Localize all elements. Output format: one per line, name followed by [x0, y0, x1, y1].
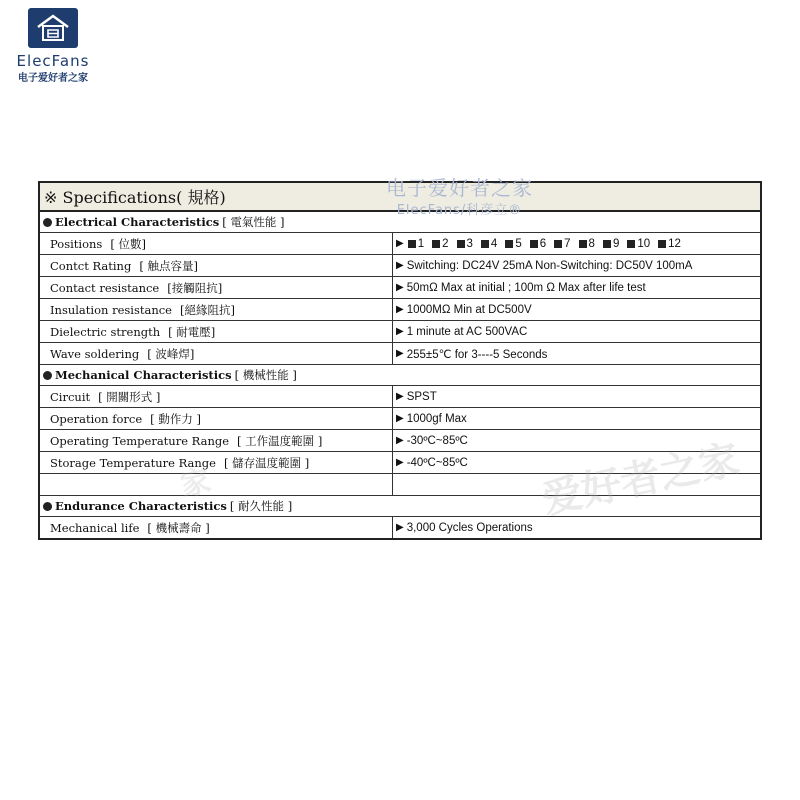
spec-label-cn: [ 動作力 ] [150, 411, 201, 426]
section-header [40, 365, 760, 386]
spec-value: -40ºC~85ºC [406, 456, 468, 469]
spec-row [40, 343, 760, 365]
section-title-cn: [ 電氣性能 ] [222, 215, 285, 229]
spec-label-cn: [接觸阻抗] [167, 280, 223, 295]
checkbox-square-icon [432, 240, 440, 248]
spec-value: 1000MΩ Min at DC500V [406, 303, 532, 316]
spec-label: Mechanical life [50, 520, 140, 535]
spec-label-cell [40, 430, 393, 451]
section-title: Mechanical Characteristics [55, 368, 232, 382]
spec-value: 3,000 Cycles Operations [406, 521, 533, 534]
arrow-icon: ▶ [396, 304, 404, 315]
bullet-icon [43, 371, 52, 380]
checkbox-square-icon [530, 240, 538, 248]
arrow-icon: ▶ [396, 413, 404, 424]
spec-value: 50mΩ Max at initial ; 100m Ω Max after life test [406, 281, 646, 294]
spec-row [40, 408, 760, 430]
section-header [40, 496, 760, 517]
position-option [505, 238, 521, 250]
spec-label-cn: [ 耐電壓] [168, 324, 216, 339]
spec-label-cell [40, 299, 393, 320]
spec-label: Contact resistance [50, 280, 160, 295]
specifications-table [38, 181, 762, 540]
spec-label-cell [40, 408, 393, 429]
spec-label-cell [40, 452, 393, 473]
spec-label-cell [40, 321, 393, 342]
spec-value-cell [393, 343, 760, 364]
spec-label-cell [40, 233, 393, 254]
spec-label-cell [40, 386, 393, 407]
spec-row [40, 321, 760, 343]
spec-value-cell [393, 233, 760, 254]
brand-logo [8, 8, 98, 84]
spec-label-cn: [ 位數] [110, 236, 146, 251]
spec-value-cell [393, 321, 760, 342]
position-option [554, 238, 570, 250]
checkbox-square-icon [408, 240, 416, 248]
spec-value-cell [393, 408, 760, 429]
bullet-icon [43, 502, 52, 511]
spec-label: Dielectric strength [50, 324, 161, 339]
section-title-cn: [ 耐久性能 ] [229, 499, 293, 513]
arrow-icon: ▶ [396, 522, 404, 533]
spec-label-cell [40, 277, 393, 298]
section-title: Electrical Characteristics [55, 215, 220, 229]
spec-value-cell [393, 299, 760, 320]
checkbox-square-icon [579, 240, 587, 248]
section-header [40, 212, 760, 233]
spec-value-cell [393, 277, 760, 298]
checkbox-square-icon [505, 240, 513, 248]
position-number: 2 [442, 237, 449, 250]
checkbox-square-icon [481, 240, 489, 248]
spec-value-cell [393, 430, 760, 451]
spec-label-cell [40, 474, 393, 495]
specifications-title: ※ Specifications( 規格) [40, 183, 760, 212]
arrow-icon: ▶ [396, 238, 404, 249]
spec-row [40, 255, 760, 277]
spec-value: 1000gf Max [406, 412, 467, 425]
spec-label: Contct Rating [50, 258, 132, 273]
spec-label-cn: [ 触点容量] [139, 258, 198, 273]
section-title: Endurance Characteristics [55, 499, 227, 513]
position-option [408, 238, 424, 250]
specifications-body [40, 212, 760, 538]
spec-label: Operation force [50, 411, 143, 426]
position-option [627, 238, 650, 250]
spec-label-cell [40, 517, 393, 538]
checkbox-square-icon [658, 240, 666, 248]
checkbox-square-icon [627, 240, 635, 248]
position-number: 4 [490, 237, 498, 250]
positions-list [396, 238, 760, 250]
arrow-icon: ▶ [396, 435, 404, 446]
spec-label-cn: [絕緣阻抗] [180, 302, 235, 317]
arrow-icon: ▶ [396, 260, 404, 271]
spec-label-cn: [ 儲存温度範圍 ] [223, 455, 310, 470]
spec-label-cell [40, 343, 393, 364]
spec-row [40, 233, 760, 255]
checkbox-square-icon [554, 240, 562, 248]
spec-row [40, 452, 760, 474]
spec-row [40, 299, 760, 321]
logo-house-icon [28, 8, 78, 48]
faint-watermark-left: 家 [177, 463, 215, 504]
spec-label: Wave soldering [50, 346, 140, 361]
logo-subtext: 电子爱好者之家 [18, 73, 88, 84]
section-title-cn: [ 機械性能 ] [234, 368, 297, 382]
spec-row [40, 430, 760, 452]
spec-label-cn: [ 開關形式 ] [98, 389, 161, 404]
spec-value: Switching: DC24V 25mA Non-Switching: DC50V 100mA [406, 259, 693, 272]
position-number: 1 [417, 237, 425, 250]
position-number: 9 [612, 237, 620, 250]
position-number: 6 [539, 237, 547, 250]
spec-label-cell [40, 255, 393, 276]
spec-label: Storage Temperature Range [50, 455, 216, 470]
logo-text: ElecFans [16, 52, 90, 70]
arrow-icon: ▶ [396, 282, 404, 293]
checkbox-square-icon [603, 240, 611, 248]
spec-value: 255±5℃ for 3----5 Seconds [406, 348, 548, 361]
spec-row [40, 277, 760, 299]
position-number: 10 [637, 237, 651, 250]
spec-label-cn: [ 機械壽命 ] [147, 520, 210, 535]
position-number: 5 [515, 237, 522, 250]
position-number: 3 [466, 237, 473, 250]
position-option [481, 238, 497, 250]
spec-label: Circuit [50, 389, 91, 404]
spec-row [40, 474, 760, 496]
arrow-icon: ▶ [396, 326, 404, 337]
position-number: 8 [588, 237, 595, 250]
spec-label: Operating Temperature Range [50, 433, 230, 448]
spec-value: 1 minute at AC 500VAC [406, 325, 528, 338]
spec-label: Insulation resistance [50, 302, 172, 317]
spec-label-cn: [ 工作温度範圍 ] [237, 433, 323, 448]
spec-row [40, 386, 760, 408]
spec-label: Positions [50, 236, 103, 251]
arrow-icon: ▶ [396, 457, 404, 468]
spec-value: -30ºC~85ºC [406, 434, 468, 447]
spec-value-cell [393, 386, 760, 407]
position-option [530, 238, 546, 250]
spec-label-cn: [ 波峰焊] [147, 346, 195, 361]
position-option [432, 238, 448, 250]
position-option [579, 238, 595, 250]
faint-watermark-right: 爱好者之家 [538, 436, 744, 524]
position-number: 7 [564, 237, 571, 250]
bullet-icon [43, 218, 52, 227]
spec-value-cell [393, 474, 760, 495]
spec-value-cell [393, 452, 760, 473]
spec-row [40, 517, 760, 538]
spec-value: SPST [406, 390, 437, 403]
watermark-line1: 电子爱好者之家 [386, 176, 533, 200]
spec-value-cell [393, 517, 760, 538]
arrow-icon: ▶ [396, 391, 404, 402]
arrow-icon: ▶ [396, 348, 404, 359]
position-number: 12 [668, 237, 681, 250]
watermark-line2: ElecFans/科彦立® [396, 203, 523, 218]
checkbox-square-icon [457, 240, 465, 248]
spec-value-cell [393, 255, 760, 276]
position-option [603, 238, 619, 250]
position-option [457, 238, 473, 250]
position-option [658, 238, 681, 250]
